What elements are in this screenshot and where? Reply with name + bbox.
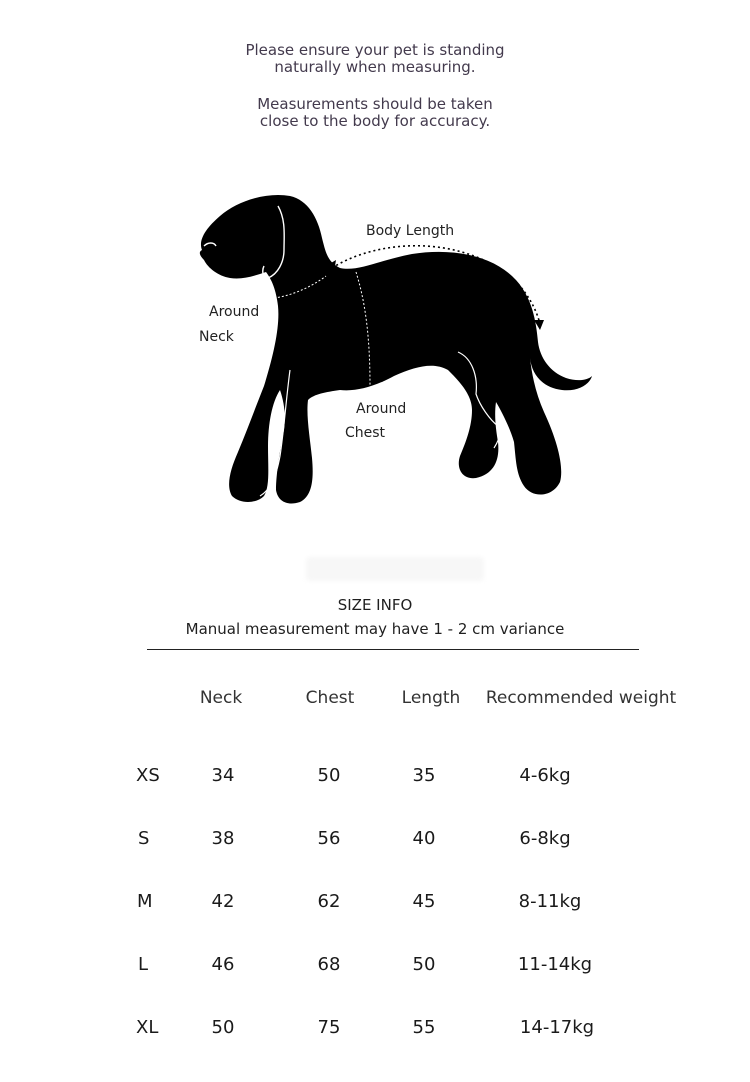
cell-length: 40 bbox=[412, 828, 436, 849]
header-weight: Recommended weight bbox=[485, 688, 677, 708]
table-row bbox=[0, 1017, 750, 1047]
divider bbox=[147, 649, 639, 650]
dog-silhouette bbox=[200, 195, 592, 504]
around-chest-label-1: Around bbox=[356, 401, 407, 417]
cell-chest: 68 bbox=[317, 954, 341, 975]
table-row bbox=[0, 765, 750, 795]
cell-weight: 11-14kg bbox=[517, 954, 593, 975]
cell-weight: 14-17kg bbox=[519, 1017, 595, 1038]
table-row bbox=[0, 828, 750, 858]
cell-chest: 50 bbox=[317, 765, 341, 786]
around-chest-label-2: Chest bbox=[345, 425, 386, 441]
size-info-subtitle: Manual measurement may have 1 - 2 cm variance bbox=[185, 620, 565, 638]
cell-length: 45 bbox=[412, 891, 436, 912]
around-neck-label-2: Neck bbox=[199, 329, 234, 345]
cell-neck: 50 bbox=[211, 1017, 235, 1038]
cell-weight: 4-6kg bbox=[519, 765, 571, 786]
cell-neck: 34 bbox=[211, 765, 235, 786]
cell-size: M bbox=[137, 891, 153, 912]
size-info-title: SIZE INFO bbox=[337, 596, 413, 614]
body-length-label: Body Length bbox=[366, 223, 455, 239]
cell-chest: 75 bbox=[317, 1017, 341, 1038]
cell-neck: 46 bbox=[211, 954, 235, 975]
cell-size: XS bbox=[136, 765, 160, 786]
cell-weight: 6-8kg bbox=[519, 828, 571, 849]
around-neck-label-1: Around bbox=[209, 304, 260, 320]
table-row bbox=[0, 954, 750, 984]
cell-neck: 38 bbox=[211, 828, 235, 849]
table-row bbox=[0, 891, 750, 921]
cell-size: XL bbox=[136, 1017, 159, 1038]
blurred-bar bbox=[306, 557, 484, 581]
cell-chest: 62 bbox=[317, 891, 341, 912]
instruction-text-1: Please ensure your pet is standing naturally when measuring. bbox=[245, 41, 505, 76]
cell-chest: 56 bbox=[317, 828, 341, 849]
header-length: Length bbox=[401, 688, 461, 708]
cell-length: 50 bbox=[412, 954, 436, 975]
cell-weight: 8-11kg bbox=[518, 891, 582, 912]
instruction-text-2: Measurements should be taken close to the body for accuracy. bbox=[257, 95, 493, 130]
cell-neck: 42 bbox=[211, 891, 235, 912]
header-neck: Neck bbox=[199, 688, 243, 708]
cell-length: 55 bbox=[412, 1017, 436, 1038]
cell-size: L bbox=[138, 954, 149, 975]
cell-length: 35 bbox=[412, 765, 436, 786]
cell-size: S bbox=[138, 828, 150, 849]
header-chest: Chest bbox=[305, 688, 355, 708]
